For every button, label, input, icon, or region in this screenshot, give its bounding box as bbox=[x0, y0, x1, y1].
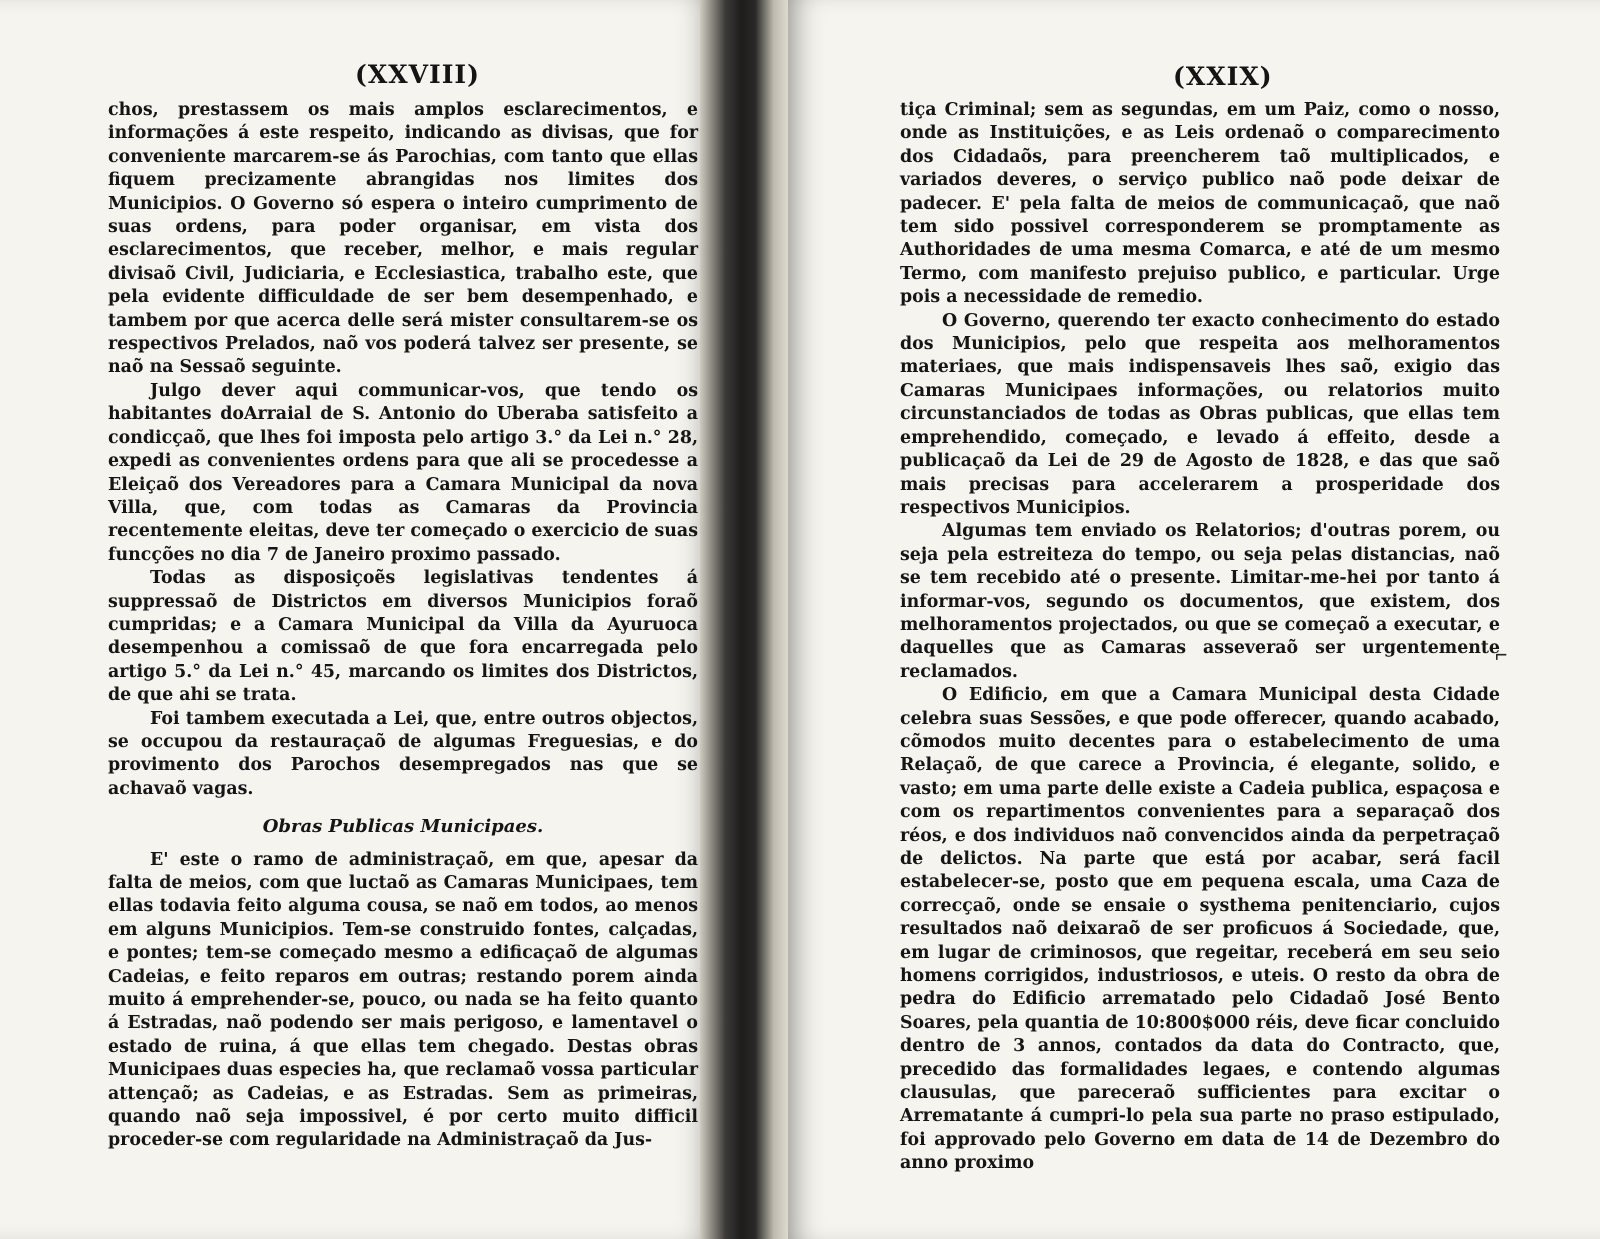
paragraph: Foi tambem executada a Lei, que, entre outros objectos, se occupou da restauraçaõ de algumas Freguesias, e do provimento dos Parochos desempregados nas que se achavaõ vagas. bbox=[108, 708, 698, 799]
paragraph: O Edificio, em que a Camara Municipal desta Cidade celebra suas Sessões, e que pode offerecer, quando acabado, cõmodos muito decentes para o estabelecimento de uma Relaçaõ, de que carece a Provincia, é elegante, solido, e vasto; em uma parte delle existe a Cadeia publica, espaçosa e com os repartimentos convenientes para a separaçaõ dos réos, e dos individuos naõ convencidos ainda da perpetraçaõ de delictos. Na parte que está por acabar, será facil estabelecer-se, posto que em pequena escala, uma Caza de correcçaõ, onde se ensaie o systhema penitenciario, cujos resultados naõ deixaraõ de ser proficuos á Sociedade, que, em lugar de criminosos, que regeitar, receberá em seu seio homens corrigidos, industriosos, e uteis. O resto da obra de pedra do Edificio arrematado pelo Cidadaõ José Bento Soares, pela quantia de 10:800$000 réis, deve ficar concluido dentro de 3 annos, contados da data do Contracto, que, precedido das formalidades legaes, e contendo algumas clausulas, que pareceraõ sufficientes para excitar o Arrematante á cumpri-lo pela sua parte no praso estipulado, foi approvado pelo Governo em data de 14 de Dezembro do anno proximo bbox=[900, 685, 1500, 1174]
paragraph: Algumas tem enviado os Relatorios; d'outras porem, ou seja pela estreiteza do tempo, ou seja pelas distancias, naõ se tem recebido até o presente. Limitar-me-hei por tanto á informar-vos, segundo os documentos, que existem, dos melhoramentos projectados, ou que se começaõ a executar, e daquelles que as Camaras asseveraõ ser urgentemente reclamados. bbox=[900, 521, 1500, 682]
paragraph: E' este o ramo de administraçaõ, em que, apesar da falta de meios, com que luctaõ as Camaras Municipaes, tem ellas todavia feito alguma cousa, se naõ em todos, ao menos em alguns Municipios. Tem-se construido fontes, calçadas, e pontes; tem-se começado mesmo a edificaçaõ de algumas Cadeias, e feito reparos em outras; restando porem ainda muito á emprehender-se, pouco, ou nada se ha feito quanto á Estradas, naõ podendo ser mais perigoso, e lamentavel o estado de ruina, á que ellas tem chegado. Destas obras Municipaes duas especies ha, que reclamaõ vossa particular attençaõ; as Cadeias, e as Estradas. Sem as primeiras, quando naõ seja impossivel, é por certo muito difficil proceder-se com regularidade na Administraçaõ da Jus- bbox=[108, 849, 698, 1151]
paragraph: Julgo dever aqui communicar-vos, que tendo os habitantes doArraial de S. Antonio do Uberaba satisfeito a condicçaõ, que lhes foi imposta pelo artigo 3.° da Lei n.° 28, expedi as convenientes ordens para que ali se procedesse a Eleiçaõ dos Vereadores para a Camara Municipal da nova Villa, que, com todas as Camaras da Provincia recentemente eleitas, deve ter começado o exercicio de suas funcções no dia 7 de Janeiro proximo passado. bbox=[108, 380, 698, 565]
page-number-right: (XXIX) bbox=[1173, 62, 1273, 91]
left-page-text bbox=[108, 99, 698, 1153]
page-number-left: (XXVIII) bbox=[355, 60, 480, 89]
right-page bbox=[788, 0, 1600, 1239]
left-page bbox=[0, 0, 712, 1239]
right-page-text bbox=[900, 99, 1500, 1176]
paragraph: O Governo, querendo ter exacto conhecimento do estado dos Municipios, pelo que respeita aos melhoramentos materiaes, que mais indispensaveis lhes saõ, exigio das Camaras Municipaes informações, ou relatorios muito circunstanciados de todas as Obras publicas, que ellas tem emprehendido, começado, e levado á effeito, desde a publicaçaõ da Lei de 29 de Agosto de 1828, e das que saõ mais precisas para accelerarem a prosperidade dos respectivos Municipios. bbox=[900, 310, 1500, 518]
paragraph: Todas as disposiçoẽs legislativas tendentes á suppressaõ de Districtos em diversos Municipios foraõ cumpridas; e a Camara Municipal da Villa da Ayuruoca desempenhou a comissaõ de que fora encarregada pelo artigo 5.° da Lei n.° 45, marcando os limites dos Districtos, de que ahi se trata. bbox=[108, 568, 698, 706]
paragraph: tiça Criminal; sem as segundas, em um Paiz, como o nosso, onde as Instituições, e as Leis ordenaõ o comparecimento dos Cidadaõs, para preencherem taõ multiplicados, e variados deveres, o serviço publico naõ pode deixar de padecer. E' pela falta de meios de communicaçaõ, que naõ tem sido possivel corresponderem se promptamente as Authoridades de uma mesma Comarca, e até de um mesmo Termo, com manifesto prejuiso publico, e particular. Urge pois a necessidade de remedio. bbox=[900, 100, 1500, 308]
ink-mark-icon: ⌐ bbox=[1495, 642, 1508, 667]
book-gutter bbox=[700, 0, 792, 1239]
paragraph: chos, prestassem os mais amplos esclarecimentos, e informações á este respeito, indicando as divisas, que for conveniente marcarem-se ás Parochias, com tanto que ellas fiquem precizamente abrangidas nos limites dos Municipios. O Governo só espera o inteiro cumprimento de suas ordens, para poder organisar, em vista dos esclarecimentos, que receber, melhor, e mais regular divisaõ Civil, Judiciaria, e Ecclesiastica, trabalho este, que pela evidente difficuldade de ser bem desempenhado, e tambem por que acerca delle será mister consultarem-se os respectivos Prelados, naõ vos poderá talvez ser presente, se naõ na Sessaõ seguinte. bbox=[108, 100, 698, 378]
section-heading: Obras Publicas Municipaes. bbox=[262, 816, 544, 838]
